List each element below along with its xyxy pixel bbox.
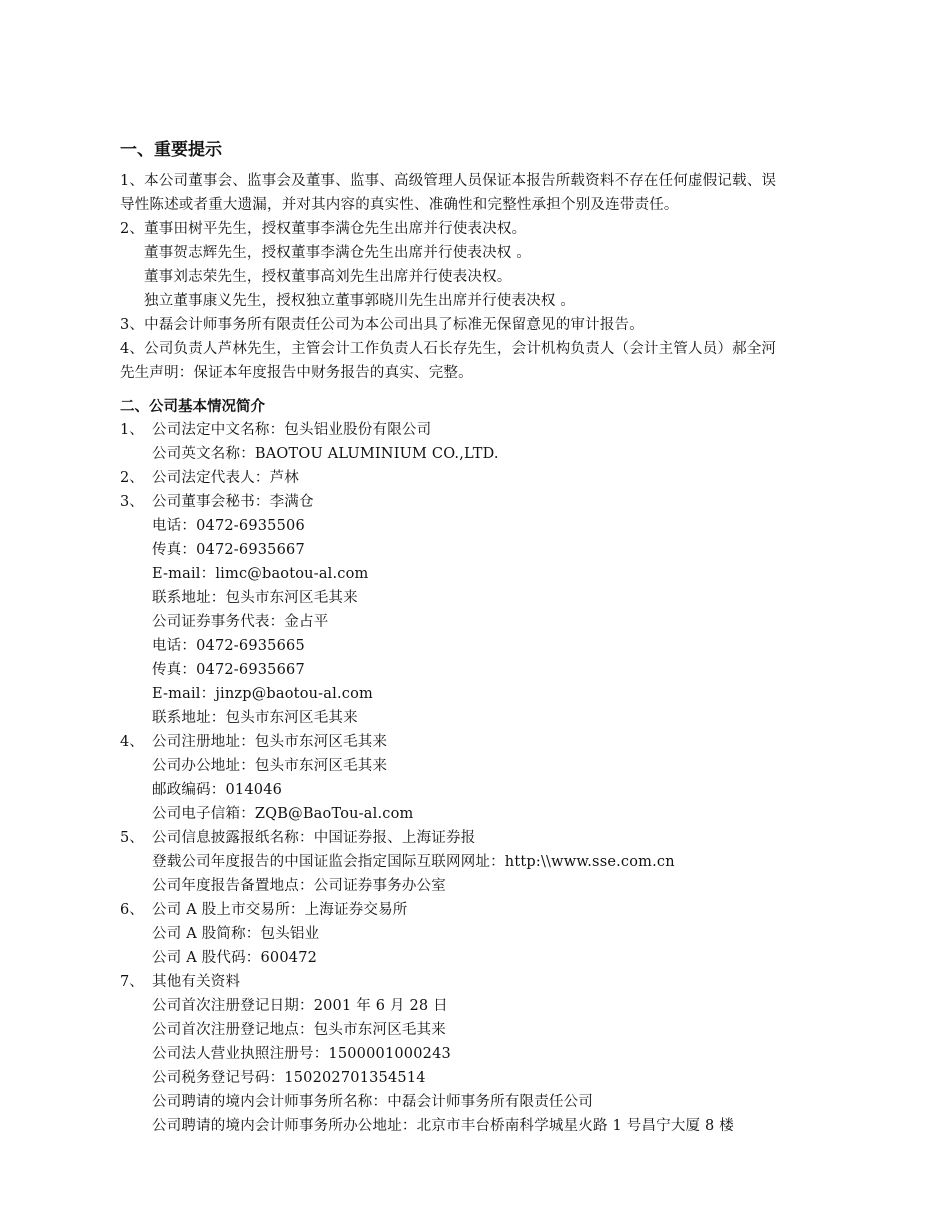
secretary-address: 联系地址：包头市东河区毛其来 [152,590,358,606]
first-registration-date: 公司首次注册登记日期：2001 年 6 月 28 日 [152,998,448,1014]
auditor-name: 公司聘请的境内会计师事务所名称：中磊会计师事务所有限责任公司 [152,1094,593,1110]
tax-registration-number: 公司税务登记号码：150202701354514 [152,1070,426,1086]
item-number-5: 5、 [120,830,144,846]
legal-representative: 公司法定代表人：芦林 [152,470,299,486]
notice-line-4a: 4、公司负责人芦林先生，主管会计工作负责人石长存先生，会计机构负责人（会计主管人员）郝全河 [120,341,777,357]
company-english-name: 公司英文名称：BAOTOU ALUMINIUM CO.,LTD. [152,446,499,462]
notice-line-3: 3、中磊会计师事务所有限责任公司为本公司出具了标准无保留意见的审计报告。 [120,317,644,333]
section-heading-company-profile: 二、公司基本情况简介 [120,399,265,415]
item-number-6: 6、 [120,902,144,918]
stock-code: 公司 A 股代码：600472 [152,950,318,966]
stock-short-name: 公司 A 股简称：包头铝业 [152,926,320,942]
representative-address: 联系地址：包头市东河区毛其来 [152,710,358,726]
item-number-3: 3、 [120,494,144,510]
secretary-email: E-mail：limc@baotou-al.com [152,566,369,582]
office-address: 公司办公地址：包头市东河区毛其来 [152,758,388,774]
representative-fax: 传真：0472-6935667 [152,662,305,678]
notice-line-2c: 董事刘志荣先生，授权董事高刘先生出席并行使表决权。 [144,269,512,285]
registered-address: 公司注册地址：包头市东河区毛其来 [152,734,388,750]
company-chinese-name: 公司法定中文名称：包头铝业股份有限公司 [152,422,432,438]
other-info-heading: 其他有关资料 [152,974,241,990]
notice-line-2: 2、董事田树平先生，授权董事李满仓先生出席并行使表决权。 [120,221,527,237]
notice-line-1a: 1、本公司董事会、监事会及董事、监事、高级管理人员保证本报告所载资料不存在任何虚假记载、误 [120,173,777,189]
disclosure-website: 登载公司年度报告的中国证监会指定国际互联网网址：http:\\www.sse.com.cn [152,854,675,870]
notice-line-1b: 导性陈述或者重大遗漏，并对其内容的真实性、准确性和完整性承担个别及连带责任。 [120,197,679,213]
postal-code: 邮政编码：014046 [152,782,283,798]
disclosure-newspapers: 公司信息披露报纸名称：中国证券报、上海证券报 [152,830,476,846]
notice-line-2d: 独立董事康义先生，授权独立董事郭晓川先生出席并行使表决权 。 [144,293,576,309]
section-heading-important-notice: 一、重要提示 [120,140,222,160]
item-number-4: 4、 [120,734,144,750]
item-number-1: 1、 [120,422,144,438]
auditor-address: 公司聘请的境内会计师事务所办公地址：北京市丰台桥南科学城星火路 1 号昌宁大厦 8 楼 [152,1118,734,1134]
notice-line-4b: 先生声明：保证本年度报告中财务报告的真实、完整。 [120,365,473,381]
secretary-phone: 电话：0472-6935506 [152,518,305,534]
board-secretary: 公司董事会秘书：李满仓 [152,494,314,510]
securities-representative: 公司证券事务代表：金占平 [152,614,329,630]
representative-phone: 电话：0472-6935665 [152,638,305,654]
representative-email: E-mail：jinzp@baotou-al.com [152,686,373,702]
notice-line-2b: 董事贺志辉先生，授权董事李满仓先生出席并行使表决权 。 [144,245,532,261]
report-location: 公司年度报告备置地点：公司证券事务办公室 [152,878,446,894]
stock-exchange: 公司 A 股上市交易所：上海证券交易所 [152,902,408,918]
item-number-2: 2、 [120,470,144,486]
first-registration-place: 公司首次注册登记地点：包头市东河区毛其来 [152,1022,446,1038]
business-license-number: 公司法人营业执照注册号：1500001000243 [152,1046,451,1062]
company-email: 公司电子信箱：ZQB@BaoTou-al.com [152,806,414,822]
secretary-fax: 传真：0472-6935667 [152,542,305,558]
item-number-7: 7、 [120,974,144,990]
